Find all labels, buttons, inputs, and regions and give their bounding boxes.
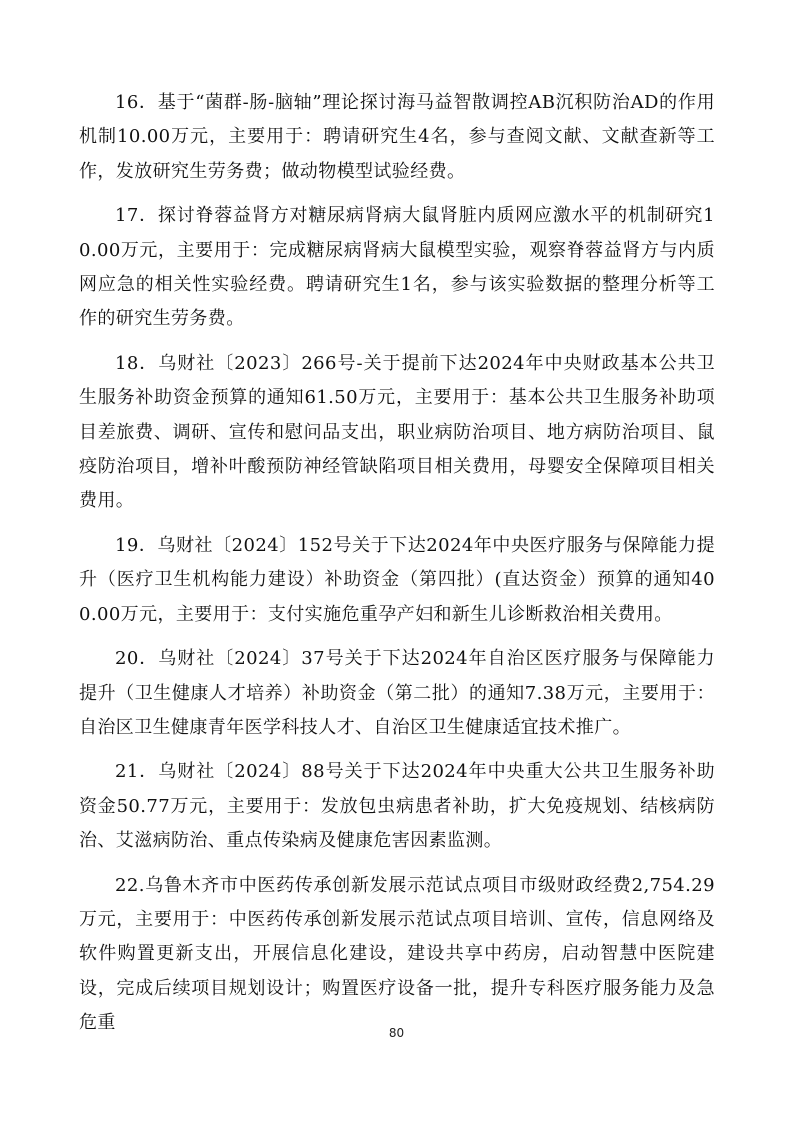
paragraph-item-20: 20．乌财社〔2024〕37号关于下达2024年自治区医疗服务与保障能力提升（卫生健康人才培养）补助资金（第二批）的通知7.38万元，主要用于：自治区卫生健康青年医学科技人才、自治区卫生健康适宜技术推广。 [79, 648, 715, 738]
paragraph-item-21: 21．乌财社〔2024〕88号关于下达2024年中央重大公共卫生服务补助资金50.77万元，主要用于：发放包虫病患者补助，扩大免疫规划、结核病防治、艾滋病防治、重点传染病及健康危害因素监测。 [79, 761, 715, 852]
paragraph-item-18: 18．乌财社〔2023〕266号-关于提前下达2024年中央财政基本公共卫生服务补助资金预算的通知61.50万元，主要用于：基本公共卫生服务补助项目差旅费、调研、宣传和慰问品支出，职业病防治项目、地方病防治项目、鼠疫防治项目，增补叶酸预防神经管缺陷项目相关费用，母婴安全保障项目相关费用。 [79, 352, 715, 512]
paragraph-item-19: 19．乌财社〔2024〕152号关于下达2024年中央医疗服务与保障能力提升（医疗卫生机构能力建设）补助资金（第四批）(直达资金）预算的通知400.00万元，主要用于：支付实施危重孕产妇和新生儿诊断救治相关费用。 [79, 534, 715, 625]
page-number: 80 [388, 1026, 405, 1040]
body-text [79, 86, 715, 1051]
paragraph-item-16: 16．基于“菌群-肠-脑轴”理论探讨海马益智散调控AB沉积防治AD的作用机制10.00万元，主要用于：聘请研究生4名，参与查阅文献、文献查新等工作，发放研究生劳务费；做动物模型试验经费。 [79, 92, 715, 182]
paragraph-item-17: 17．探讨脊蓉益肾方对糖尿病肾病大鼠肾脏内质网应激水平的机制研究10.00万元，主要用于：完成糖尿病肾病大鼠模型实验，观察脊蓉益肾方与内质网应急的相关性实验经费。聘请研究生1名，参与该实验数据的整理分析等工作的研究生劳务费。 [79, 205, 715, 330]
paragraph-item-22: 22.乌鲁木齐市中医药传承创新发展示范试点项目市级财政经费2,754.29万元，主要用于：中医药传承创新发展示范试点项目培训、宣传，信息网络及软件购置更新支出，开展信息化建设，建设共享中药房，启动智慧中医院建设，完成后续项目规划设计；购置医疗设备一批，提升专科医疗服务能力及急危重 [79, 874, 715, 1034]
